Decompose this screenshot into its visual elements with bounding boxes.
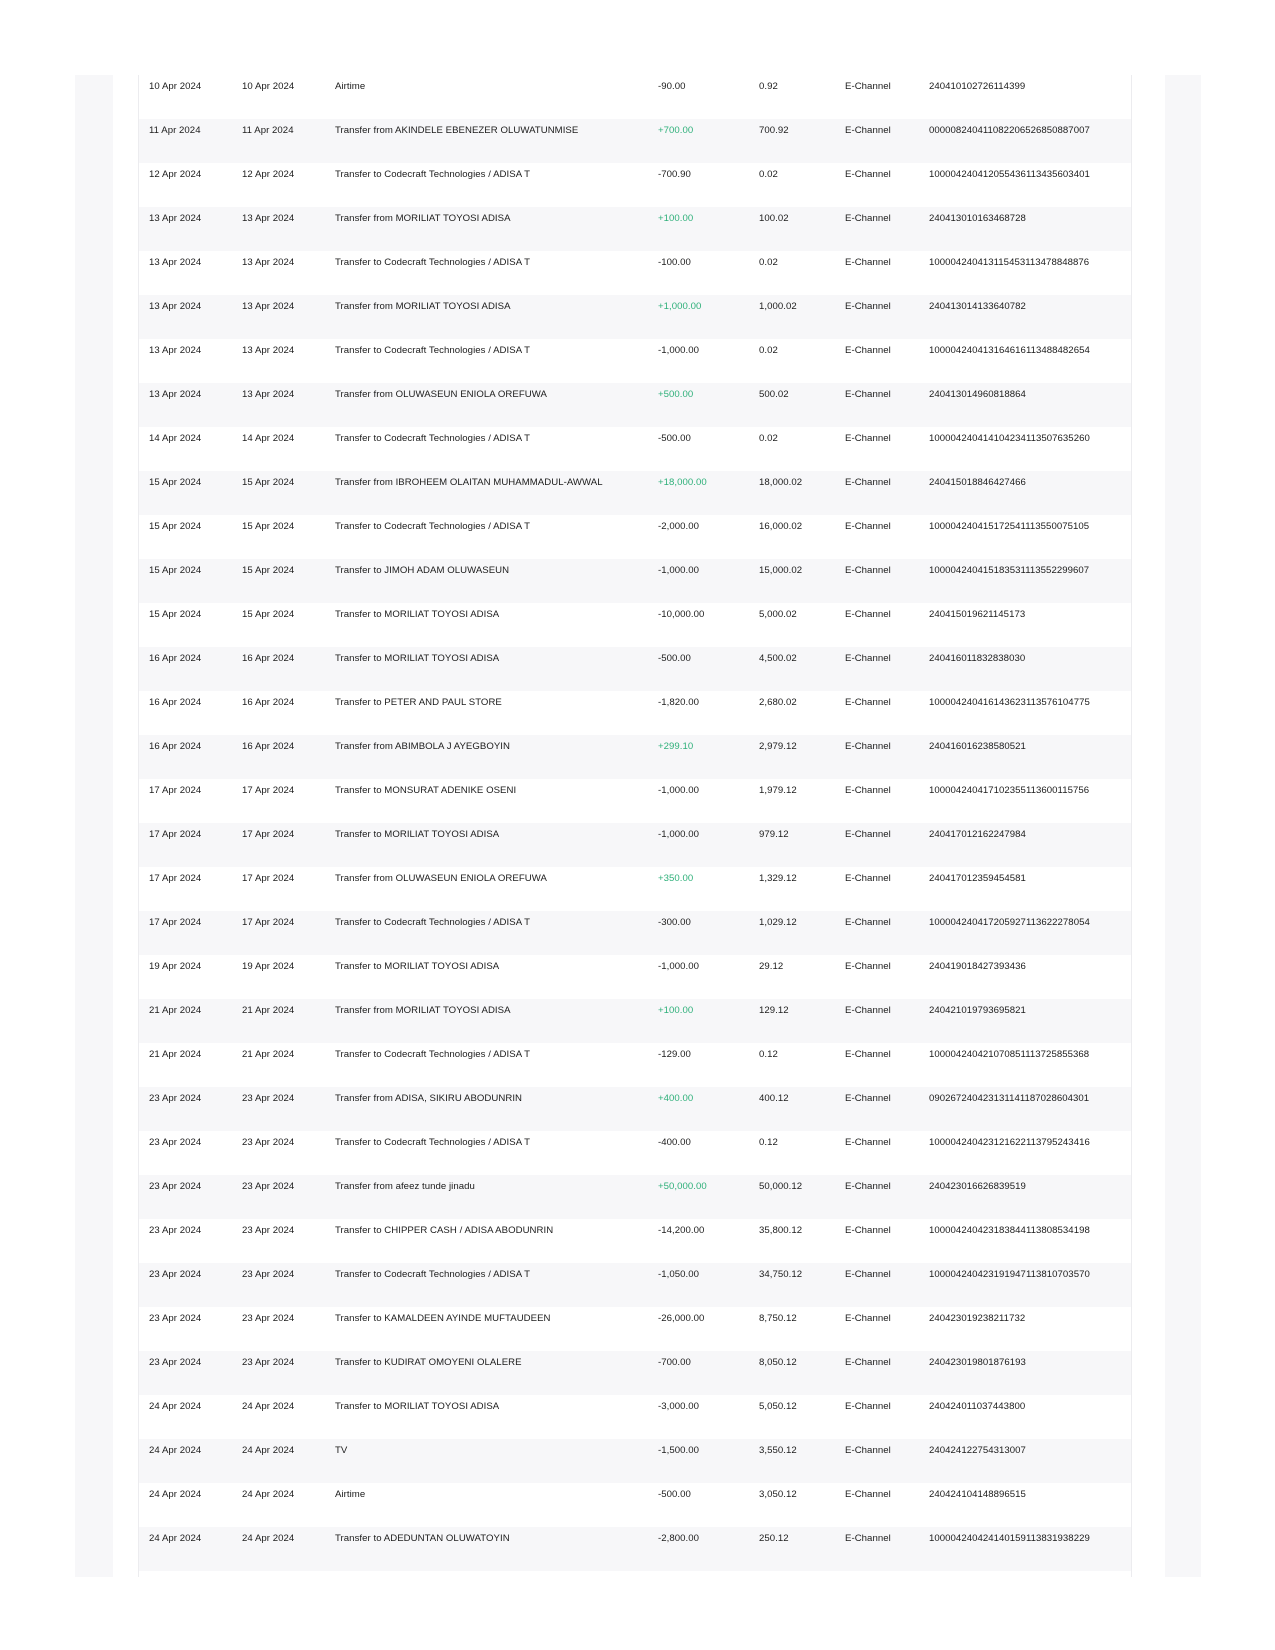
channel-cell: E-Channel (845, 345, 891, 356)
description-cell: Airtime (335, 1489, 366, 1500)
amount-cell: +700.00 (658, 125, 694, 136)
reference-cell: 100004240417102355113600115756 (929, 785, 1090, 796)
description-cell: Transfer to Codecraft Technologies / ADISA T (335, 917, 531, 928)
amount-cell: +1,000.00 (658, 301, 702, 312)
table-row (139, 691, 1131, 735)
amount-cell: -500.00 (658, 653, 691, 664)
value-date-cell: 15 Apr 2024 (242, 565, 295, 576)
amount-cell: +350.00 (658, 873, 694, 884)
table-row (139, 1131, 1131, 1175)
balance-cell: 15,000.02 (759, 565, 803, 576)
description-cell: Transfer to Codecraft Technologies / ADISA T (335, 521, 531, 532)
table-row (139, 471, 1131, 515)
transaction-date-cell: 11 Apr 2024 (149, 125, 201, 136)
balance-cell: 2,979.12 (759, 741, 797, 752)
value-date-cell: 16 Apr 2024 (242, 741, 295, 752)
balance-cell: 1,979.12 (759, 785, 797, 796)
table-row (139, 163, 1131, 207)
transaction-date-cell: 24 Apr 2024 (149, 1445, 202, 1456)
table-row (139, 119, 1131, 163)
amount-cell: -14,200.00 (658, 1225, 705, 1236)
table-row (139, 515, 1131, 559)
description-cell: Transfer to ADEDUNTAN OLUWATOYIN (335, 1533, 510, 1544)
channel-cell: E-Channel (845, 1269, 891, 1280)
reference-cell: 240423019801876193 (929, 1357, 1026, 1368)
value-date-cell: 10 Apr 2024 (242, 81, 295, 92)
value-date-cell: 24 Apr 2024 (242, 1489, 295, 1500)
balance-cell: 129.12 (759, 1005, 789, 1016)
description-cell: Transfer to Codecraft Technologies / ADISA T (335, 433, 531, 444)
balance-cell: 8,750.12 (759, 1313, 797, 1324)
channel-cell: E-Channel (845, 609, 891, 620)
channel-cell: E-Channel (845, 169, 891, 180)
channel-cell: E-Channel (845, 477, 891, 488)
transaction-date-cell: 15 Apr 2024 (149, 565, 202, 576)
balance-cell: 400.12 (759, 1093, 789, 1104)
table-row (139, 779, 1131, 823)
value-date-cell: 11 Apr 2024 (242, 125, 294, 136)
amount-cell: -10,000.00 (658, 609, 705, 620)
transaction-date-cell: 16 Apr 2024 (149, 653, 202, 664)
reference-cell: 240410102726114399 (929, 81, 1026, 92)
reference-cell: 100004240423183844113808534198 (929, 1225, 1090, 1236)
channel-cell: E-Channel (845, 1489, 891, 1500)
reference-cell: 240415019621145173 (929, 609, 1026, 620)
value-date-cell: 13 Apr 2024 (242, 345, 295, 356)
transaction-date-cell: 13 Apr 2024 (149, 213, 202, 224)
table-row (139, 251, 1131, 295)
reference-cell: 240419018427393436 (929, 961, 1026, 972)
channel-cell: E-Channel (845, 301, 891, 312)
value-date-cell: 23 Apr 2024 (242, 1181, 295, 1192)
amount-cell: -2,800.00 (658, 1533, 699, 1544)
table-row (139, 955, 1131, 999)
transaction-date-cell: 23 Apr 2024 (149, 1093, 202, 1104)
balance-cell: 0.12 (759, 1137, 778, 1148)
balance-cell: 34,750.12 (759, 1269, 803, 1280)
value-date-cell: 16 Apr 2024 (242, 653, 295, 664)
left-margin-band (75, 75, 113, 1577)
amount-cell: -1,000.00 (658, 785, 699, 796)
amount-cell: -1,000.00 (658, 829, 699, 840)
table-row (139, 1527, 1131, 1571)
amount-cell: +18,000.00 (658, 477, 707, 488)
reference-cell: 240424011037443800 (929, 1401, 1026, 1412)
table-row (139, 647, 1131, 691)
balance-cell: 250.12 (759, 1533, 789, 1544)
transaction-date-cell: 17 Apr 2024 (149, 785, 202, 796)
balance-cell: 1,329.12 (759, 873, 797, 884)
balance-cell: 4,500.02 (759, 653, 797, 664)
reference-cell: 100004240415183531113552299607 (929, 565, 1090, 576)
transaction-date-cell: 23 Apr 2024 (149, 1269, 202, 1280)
channel-cell: E-Channel (845, 125, 891, 136)
amount-cell: +400.00 (658, 1093, 694, 1104)
transaction-date-cell: 15 Apr 2024 (149, 609, 202, 620)
transaction-date-cell: 12 Apr 2024 (149, 169, 202, 180)
channel-cell: E-Channel (845, 1137, 891, 1148)
channel-cell: E-Channel (845, 81, 891, 92)
reference-cell: 240417012359454581 (929, 873, 1026, 884)
transaction-date-cell: 23 Apr 2024 (149, 1181, 202, 1192)
reference-cell: 100004240415172541113550075105 (929, 521, 1090, 532)
description-cell: Transfer from MORILIAT TOYOSI ADISA (335, 301, 511, 312)
amount-cell: -1,000.00 (658, 565, 699, 576)
balance-cell: 5,000.02 (759, 609, 797, 620)
description-cell: Transfer to MORILIAT TOYOSI ADISA (335, 829, 500, 840)
table-row (139, 823, 1131, 867)
balance-cell: 3,550.12 (759, 1445, 797, 1456)
description-cell: Transfer from IBROHEEM OLAITAN MUHAMMADUL-AWWAL (335, 477, 603, 488)
reference-cell: 100004240423191947113810703570 (929, 1269, 1090, 1280)
description-cell: Transfer to PETER AND PAUL STORE (335, 697, 502, 708)
transaction-date-cell: 15 Apr 2024 (149, 477, 202, 488)
transaction-date-cell: 13 Apr 2024 (149, 257, 202, 268)
value-date-cell: 21 Apr 2024 (242, 1005, 295, 1016)
channel-cell: E-Channel (845, 873, 891, 884)
channel-cell: E-Channel (845, 653, 891, 664)
table-row (139, 295, 1131, 339)
amount-cell: -3,000.00 (658, 1401, 699, 1412)
description-cell: Transfer to MORILIAT TOYOSI ADISA (335, 1401, 500, 1412)
channel-cell: E-Channel (845, 1533, 891, 1544)
description-cell: Transfer to Codecraft Technologies / ADISA T (335, 1269, 531, 1280)
channel-cell: E-Channel (845, 521, 891, 532)
value-date-cell: 12 Apr 2024 (242, 169, 295, 180)
transaction-date-cell: 24 Apr 2024 (149, 1401, 202, 1412)
description-cell: Transfer to MONSURAT ADENIKE OSENI (335, 785, 517, 796)
reference-cell: 240415018846427466 (929, 477, 1026, 488)
channel-cell: E-Channel (845, 213, 891, 224)
channel-cell: E-Channel (845, 829, 891, 840)
balance-cell: 100.02 (759, 213, 789, 224)
channel-cell: E-Channel (845, 1357, 891, 1368)
description-cell: Transfer to CHIPPER CASH / ADISA ABODUNRIN (335, 1225, 554, 1236)
channel-cell: E-Channel (845, 1401, 891, 1412)
transaction-date-cell: 16 Apr 2024 (149, 697, 202, 708)
table-row (139, 911, 1131, 955)
balance-cell: 700.92 (759, 125, 789, 136)
value-date-cell: 23 Apr 2024 (242, 1357, 295, 1368)
channel-cell: E-Channel (845, 697, 891, 708)
amount-cell: -500.00 (658, 1489, 691, 1500)
transaction-date-cell: 10 Apr 2024 (149, 81, 202, 92)
channel-cell: E-Channel (845, 1445, 891, 1456)
balance-cell: 0.02 (759, 345, 778, 356)
channel-cell: E-Channel (845, 1005, 891, 1016)
amount-cell: -1,000.00 (658, 961, 699, 972)
description-cell: Transfer to Codecraft Technologies / ADISA T (335, 257, 531, 268)
description-cell: Transfer from OLUWASEUN ENIOLA OREFUWA (335, 873, 547, 884)
amount-cell: +500.00 (658, 389, 694, 400)
balance-cell: 35,800.12 (759, 1225, 803, 1236)
reference-cell: 100004240413115453113478848876 (929, 257, 1090, 268)
statement-sheet (138, 75, 1132, 1577)
amount-cell: -400.00 (658, 1137, 691, 1148)
transaction-date-cell: 13 Apr 2024 (149, 389, 202, 400)
balance-cell: 5,050.12 (759, 1401, 797, 1412)
value-date-cell: 23 Apr 2024 (242, 1313, 295, 1324)
value-date-cell: 23 Apr 2024 (242, 1269, 295, 1280)
balance-cell: 29.12 (759, 961, 784, 972)
transaction-date-cell: 23 Apr 2024 (149, 1137, 202, 1148)
reference-cell: 100004240417205927113622278054 (929, 917, 1090, 928)
value-date-cell: 13 Apr 2024 (242, 257, 295, 268)
transaction-date-cell: 23 Apr 2024 (149, 1357, 202, 1368)
transaction-date-cell: 24 Apr 2024 (149, 1533, 202, 1544)
description-cell: Transfer to KUDIRAT OMOYENI OLALERE (335, 1357, 522, 1368)
transaction-date-cell: 19 Apr 2024 (149, 961, 202, 972)
table-row (139, 1087, 1131, 1131)
amount-cell: -90.00 (658, 81, 686, 92)
transaction-date-cell: 23 Apr 2024 (149, 1313, 202, 1324)
description-cell: Transfer from MORILIAT TOYOSI ADISA (335, 213, 511, 224)
reference-cell: 100004240424140159113831938229 (929, 1533, 1090, 1544)
value-date-cell: 24 Apr 2024 (242, 1445, 295, 1456)
description-cell: Transfer to MORILIAT TOYOSI ADISA (335, 653, 500, 664)
balance-cell: 3,050.12 (759, 1489, 797, 1500)
transaction-date-cell: 24 Apr 2024 (149, 1489, 202, 1500)
table-row (139, 999, 1131, 1043)
table-row (139, 1263, 1131, 1307)
value-date-cell: 19 Apr 2024 (242, 961, 295, 972)
description-cell: Transfer from OLUWASEUN ENIOLA OREFUWA (335, 389, 547, 400)
reference-cell: 240423019238211732 (929, 1313, 1026, 1324)
value-date-cell: 13 Apr 2024 (242, 389, 295, 400)
description-cell: Transfer to MORILIAT TOYOSI ADISA (335, 609, 500, 620)
table-row (139, 1043, 1131, 1087)
balance-cell: 0.02 (759, 257, 778, 268)
balance-cell: 0.02 (759, 433, 778, 444)
amount-cell: -1,500.00 (658, 1445, 699, 1456)
reference-cell: 090267240423131141187028604301 (929, 1093, 1090, 1104)
reference-cell: 240413014133640782 (929, 301, 1026, 312)
transaction-date-cell: 23 Apr 2024 (149, 1225, 202, 1236)
reference-cell: 240416011832838030 (929, 653, 1026, 664)
amount-cell: -2,000.00 (658, 521, 699, 532)
description-cell: Transfer to JIMOH ADAM OLUWASEUN (335, 565, 510, 576)
value-date-cell: 17 Apr 2024 (242, 785, 295, 796)
value-date-cell: 24 Apr 2024 (242, 1533, 295, 1544)
transaction-date-cell: 17 Apr 2024 (149, 917, 202, 928)
channel-cell: E-Channel (845, 1313, 891, 1324)
value-date-cell: 17 Apr 2024 (242, 873, 295, 884)
balance-cell: 0.12 (759, 1049, 778, 1060)
value-date-cell: 13 Apr 2024 (242, 301, 295, 312)
description-cell: TV (335, 1445, 348, 1456)
reference-cell: 240416016238580521 (929, 741, 1026, 752)
amount-cell: -300.00 (658, 917, 691, 928)
table-row (139, 867, 1131, 911)
reference-cell: 240413010163468728 (929, 213, 1026, 224)
amount-cell: -700.00 (658, 1357, 691, 1368)
transaction-date-cell: 16 Apr 2024 (149, 741, 202, 752)
balance-cell: 8,050.12 (759, 1357, 797, 1368)
balance-cell: 18,000.02 (759, 477, 803, 488)
description-cell: Transfer to Codecraft Technologies / ADISA T (335, 1049, 531, 1060)
transaction-date-cell: 17 Apr 2024 (149, 829, 202, 840)
reference-cell: 240424104148896515 (929, 1489, 1026, 1500)
reference-cell: 240413014960818864 (929, 389, 1026, 400)
balance-cell: 0.02 (759, 169, 778, 180)
reference-cell: 100004240416143623113576104775 (929, 697, 1090, 708)
balance-cell: 2,680.02 (759, 697, 797, 708)
table-row (139, 735, 1131, 779)
description-cell: Transfer to Codecraft Technologies / ADISA T (335, 345, 531, 356)
table-row (139, 207, 1131, 251)
balance-cell: 0.92 (759, 81, 778, 92)
channel-cell: E-Channel (845, 389, 891, 400)
channel-cell: E-Channel (845, 1049, 891, 1060)
value-date-cell: 23 Apr 2024 (242, 1137, 295, 1148)
description-cell: Transfer to Codecraft Technologies / ADISA T (335, 1137, 531, 1148)
table-row (139, 339, 1131, 383)
transaction-date-cell: 15 Apr 2024 (149, 521, 202, 532)
table-row (139, 1351, 1131, 1395)
value-date-cell: 15 Apr 2024 (242, 477, 295, 488)
value-date-cell: 23 Apr 2024 (242, 1093, 295, 1104)
balance-cell: 1,000.02 (759, 301, 797, 312)
description-cell: Transfer to MORILIAT TOYOSI ADISA (335, 961, 500, 972)
balance-cell: 1,029.12 (759, 917, 797, 928)
amount-cell: -700.90 (658, 169, 691, 180)
transaction-date-cell: 13 Apr 2024 (149, 301, 202, 312)
channel-cell: E-Channel (845, 961, 891, 972)
amount-cell: +100.00 (658, 1005, 694, 1016)
amount-cell: +50,000.00 (658, 1181, 707, 1192)
channel-cell: E-Channel (845, 1225, 891, 1236)
transaction-date-cell: 21 Apr 2024 (149, 1049, 202, 1060)
channel-cell: E-Channel (845, 1093, 891, 1104)
value-date-cell: 17 Apr 2024 (242, 829, 295, 840)
table-row (139, 1219, 1131, 1263)
channel-cell: E-Channel (845, 1181, 891, 1192)
table-row (139, 383, 1131, 427)
value-date-cell: 16 Apr 2024 (242, 697, 295, 708)
channel-cell: E-Channel (845, 741, 891, 752)
amount-cell: -1,050.00 (658, 1269, 699, 1280)
table-row (139, 1307, 1131, 1351)
transactions-table (139, 75, 1131, 1571)
reference-cell: 240417012162247984 (929, 829, 1026, 840)
reference-cell: 240421019793695821 (929, 1005, 1026, 1016)
value-date-cell: 13 Apr 2024 (242, 213, 295, 224)
balance-cell: 979.12 (759, 829, 789, 840)
amount-cell: -100.00 (658, 257, 691, 268)
description-cell: Transfer from AKINDELE EBENEZER OLUWATUNMISE (335, 125, 579, 136)
table-row (139, 559, 1131, 603)
table-row (139, 75, 1131, 119)
value-date-cell: 21 Apr 2024 (242, 1049, 295, 1060)
transaction-date-cell: 14 Apr 2024 (149, 433, 202, 444)
table-row (139, 1439, 1131, 1483)
table-row (139, 603, 1131, 647)
value-date-cell: 24 Apr 2024 (242, 1401, 295, 1412)
table-row (139, 1175, 1131, 1219)
description-cell: Transfer from afeez tunde jinadu (335, 1181, 475, 1192)
amount-cell: -500.00 (658, 433, 691, 444)
transaction-date-cell: 13 Apr 2024 (149, 345, 202, 356)
channel-cell: E-Channel (845, 785, 891, 796)
amount-cell: +100.00 (658, 213, 694, 224)
amount-cell: +299.10 (658, 741, 694, 752)
reference-cell: 100004240414104234113507635260 (929, 433, 1090, 444)
table-row (139, 427, 1131, 471)
channel-cell: E-Channel (845, 917, 891, 928)
amount-cell: -26,000.00 (658, 1313, 705, 1324)
description-cell: Transfer from ABIMBOLA J AYEGBOYIN (335, 741, 510, 752)
right-margin-band (1165, 75, 1201, 1577)
channel-cell: E-Channel (845, 257, 891, 268)
reference-cell: 100004240423121622113795243416 (929, 1137, 1090, 1148)
value-date-cell: 17 Apr 2024 (242, 917, 295, 928)
description-cell: Transfer from ADISA, SIKIRU ABODUNRIN (335, 1093, 523, 1104)
table-row (139, 1483, 1131, 1527)
reference-cell: 240423016626839519 (929, 1181, 1026, 1192)
value-date-cell: 15 Apr 2024 (242, 609, 295, 620)
transaction-date-cell: 17 Apr 2024 (149, 873, 202, 884)
amount-cell: -1,820.00 (658, 697, 699, 708)
value-date-cell: 23 Apr 2024 (242, 1225, 295, 1236)
amount-cell: -129.00 (658, 1049, 691, 1060)
reference-cell: 240424122754313007 (929, 1445, 1026, 1456)
description-cell: Transfer to KAMALDEEN AYINDE MUFTAUDEEN (335, 1313, 551, 1324)
balance-cell: 16,000.02 (759, 521, 803, 532)
balance-cell: 50,000.12 (759, 1181, 803, 1192)
amount-cell: -1,000.00 (658, 345, 699, 356)
reference-cell: 100004240412055436113435603401 (929, 169, 1090, 180)
table-row (139, 1395, 1131, 1439)
description-cell: Transfer to Codecraft Technologies / ADISA T (335, 169, 531, 180)
value-date-cell: 15 Apr 2024 (242, 521, 295, 532)
channel-cell: E-Channel (845, 565, 891, 576)
transaction-date-cell: 21 Apr 2024 (149, 1005, 202, 1016)
description-cell: Transfer from MORILIAT TOYOSI ADISA (335, 1005, 511, 1016)
description-cell: Airtime (335, 81, 366, 92)
channel-cell: E-Channel (845, 433, 891, 444)
reference-cell: 000008240411082206526850887007 (929, 125, 1090, 136)
value-date-cell: 14 Apr 2024 (242, 433, 295, 444)
balance-cell: 500.02 (759, 389, 789, 400)
reference-cell: 100004240421070851113725855368 (929, 1049, 1090, 1060)
reference-cell: 100004240413164616113488482654 (929, 345, 1090, 356)
